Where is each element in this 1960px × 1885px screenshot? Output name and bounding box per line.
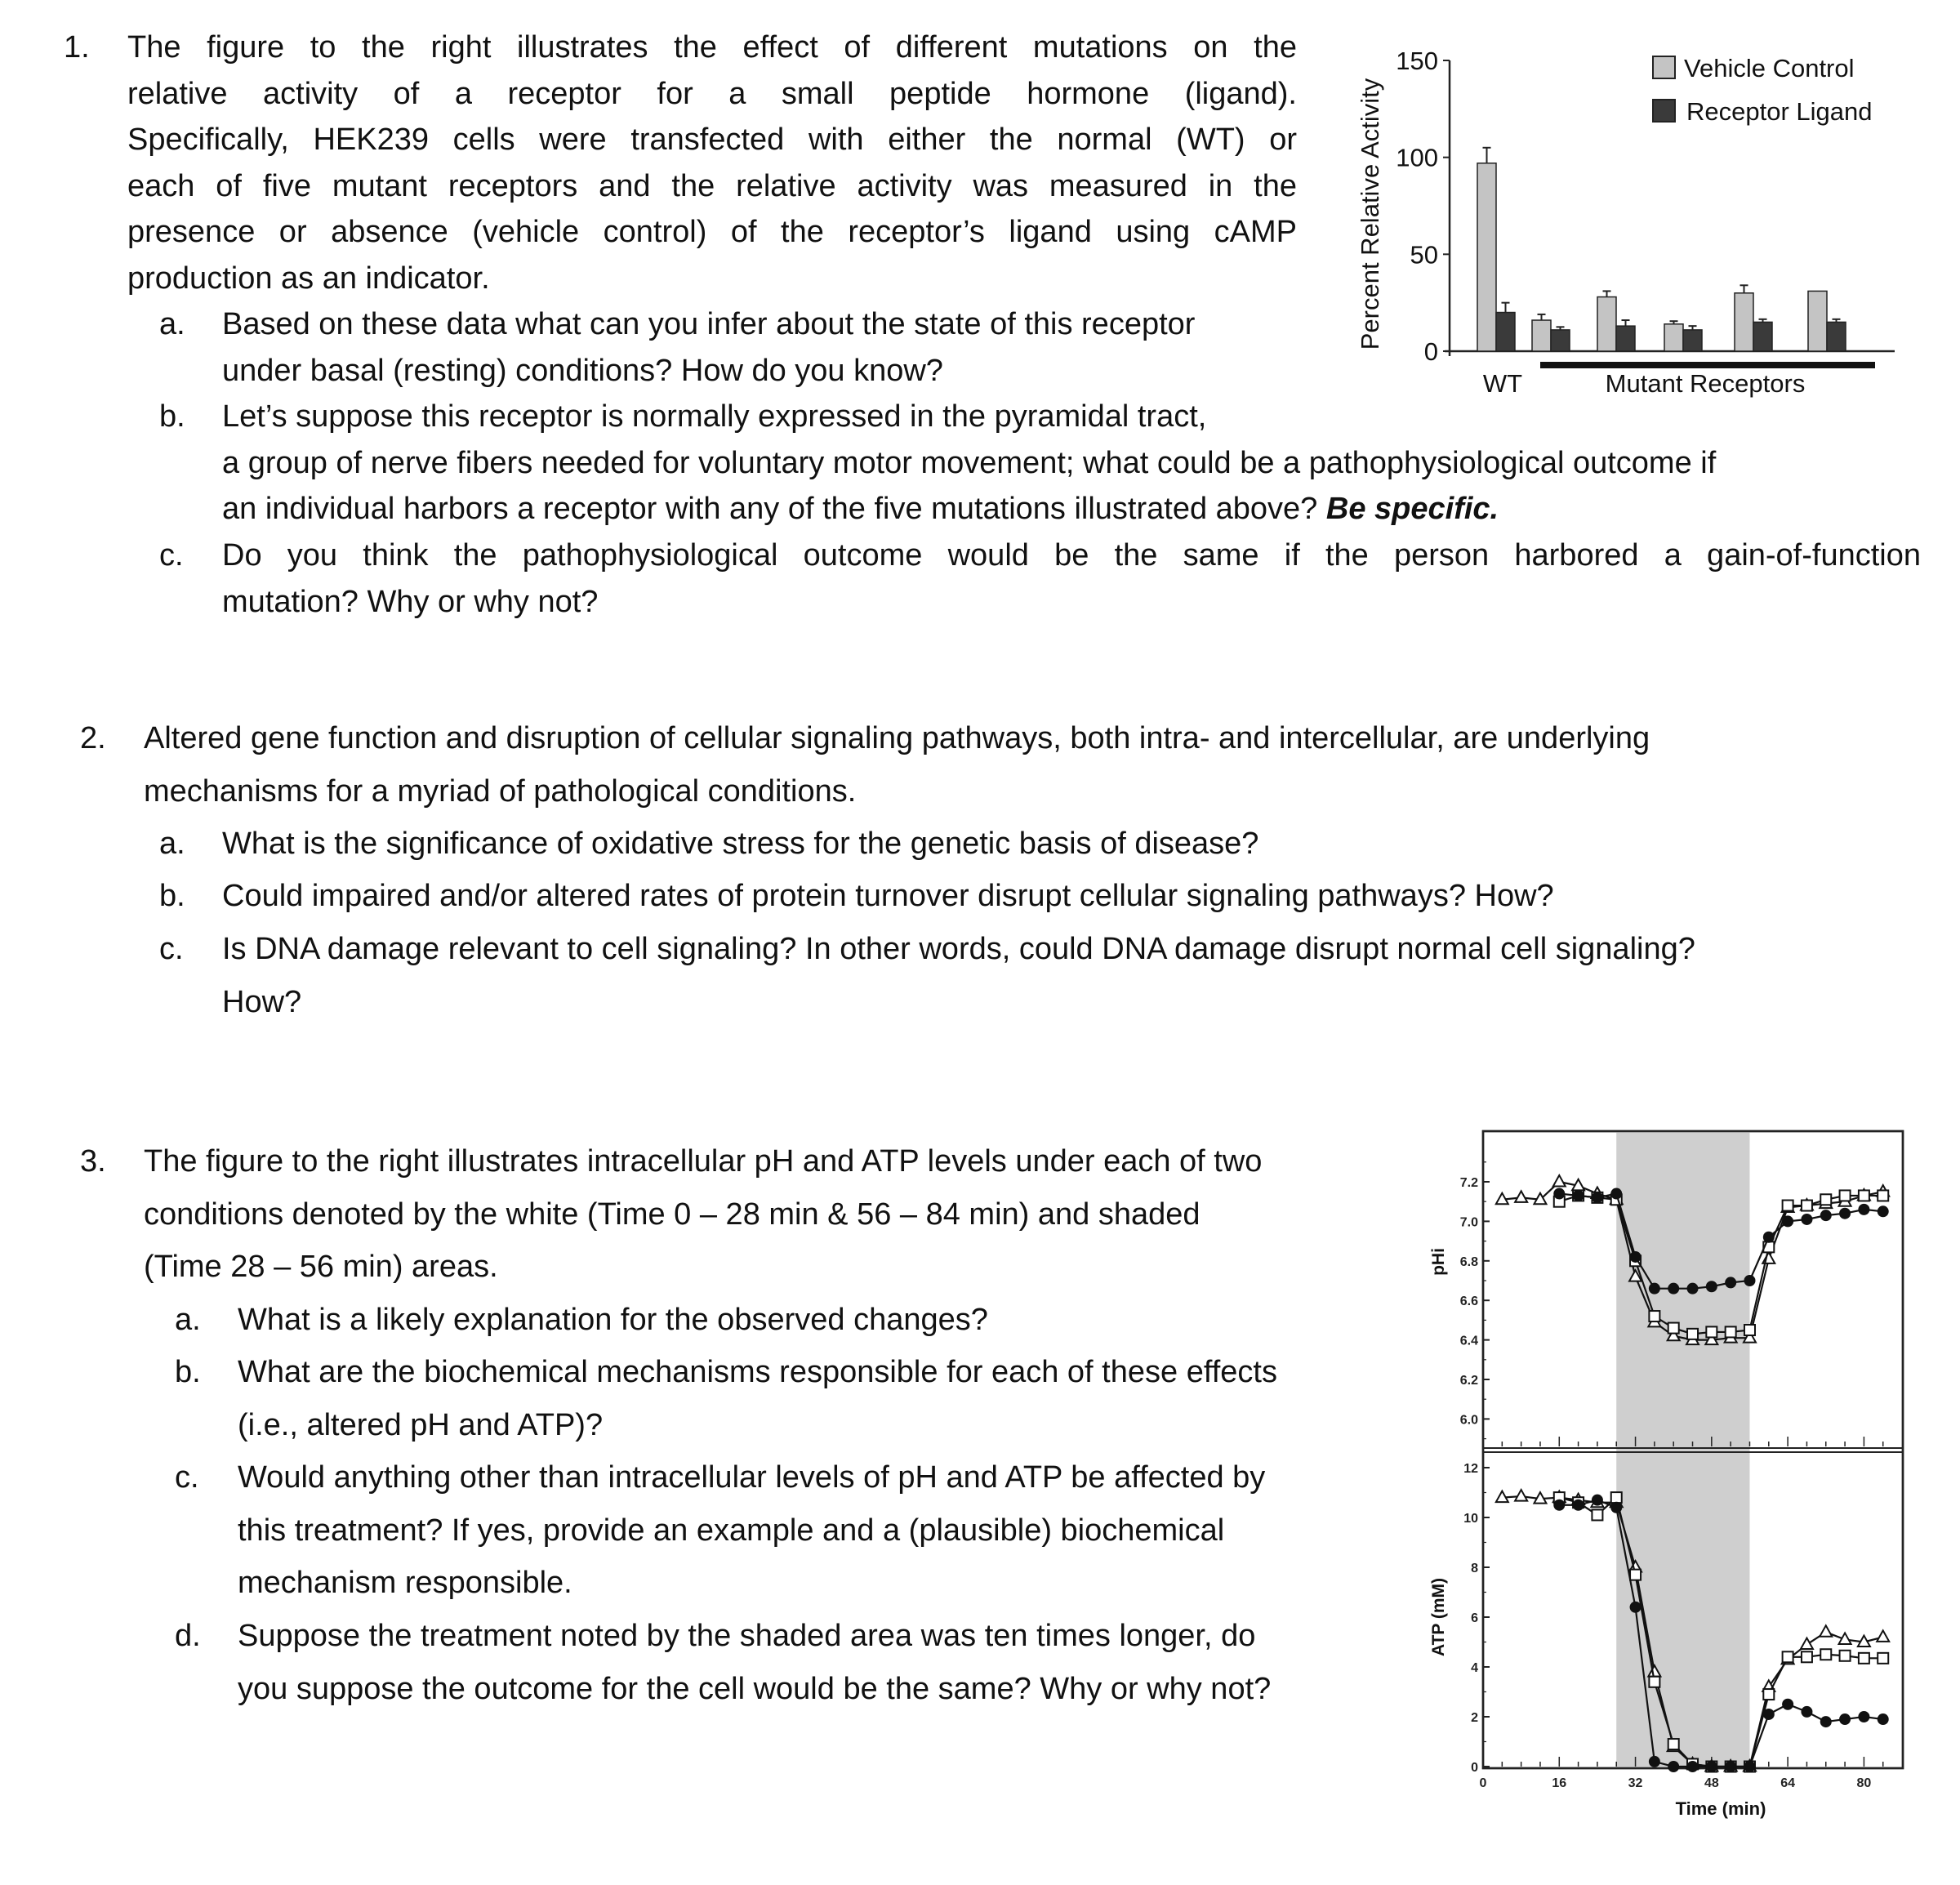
x-tick-label: 32 bbox=[1628, 1776, 1643, 1790]
y-tick-label: 8 bbox=[1471, 1562, 1478, 1575]
open-square-marker bbox=[1840, 1190, 1851, 1201]
filled-circle-marker bbox=[1573, 1500, 1584, 1511]
open-square-marker bbox=[1763, 1689, 1774, 1700]
open-square-marker bbox=[1726, 1326, 1736, 1337]
sub-letter: b. bbox=[159, 399, 185, 434]
x-tick-label: 16 bbox=[1552, 1776, 1567, 1790]
sub-text bbox=[222, 301, 1300, 394]
open-square-marker bbox=[1649, 1677, 1659, 1687]
y-axis-label: Percent Relative Activity bbox=[1356, 78, 1384, 350]
open-square-marker bbox=[1592, 1509, 1602, 1520]
filled-circle-marker bbox=[1630, 1602, 1642, 1613]
text-line: mutation? Why or why not? bbox=[222, 584, 599, 619]
filled-circle-marker bbox=[1687, 1761, 1699, 1772]
open-square-marker bbox=[1783, 1201, 1793, 1211]
bar bbox=[1597, 297, 1616, 351]
treatment-shaded-region bbox=[1616, 1132, 1749, 1767]
open-square-marker bbox=[1783, 1651, 1793, 1662]
question-text bbox=[144, 1135, 1418, 1294]
open-square-marker bbox=[1878, 1653, 1888, 1664]
filled-circle-marker bbox=[1610, 1502, 1622, 1513]
line-charts-svg bbox=[1421, 1119, 1944, 1846]
x-tick-label: 0 bbox=[1479, 1776, 1487, 1790]
y-tick-label: 6.8 bbox=[1459, 1254, 1478, 1269]
y-tick-label: 6.0 bbox=[1459, 1413, 1478, 1428]
bar bbox=[1496, 313, 1515, 351]
emphasis-text: Be specific. bbox=[1325, 492, 1499, 526]
filled-circle-marker bbox=[1878, 1205, 1889, 1217]
y-tick-label: 2 bbox=[1471, 1711, 1478, 1725]
bar bbox=[1551, 330, 1570, 351]
filled-circle-marker bbox=[1610, 1188, 1622, 1200]
y-tick-label: 0 bbox=[1423, 337, 1438, 366]
filled-circle-marker bbox=[1744, 1761, 1755, 1772]
text-line: Would anything other than intracellular levels of pH and ATP be affected by bbox=[238, 1460, 1266, 1495]
sub-text bbox=[238, 1346, 1430, 1451]
legend-swatch bbox=[1653, 56, 1675, 78]
text-line: The figure to the right illustrates intracellular pH and ATP levels under each of two bbox=[144, 1144, 1263, 1179]
mutant-group-label: Mutant Receptors bbox=[1605, 369, 1806, 398]
y-tick-label: 12 bbox=[1463, 1462, 1478, 1476]
bar-chart-svg bbox=[1339, 33, 1927, 408]
filled-circle-marker bbox=[1553, 1188, 1565, 1200]
y-axis-label: ATP (mM) bbox=[1429, 1577, 1448, 1657]
wt-group-label: WT bbox=[1482, 369, 1523, 398]
text-line: (Time 28 – 56 min) areas. bbox=[144, 1250, 498, 1284]
text-line: this treatment? If yes, provide an example and a (plausible) biochemical bbox=[238, 1513, 1225, 1548]
filled-circle-marker bbox=[1649, 1283, 1660, 1295]
open-square-marker bbox=[1649, 1311, 1659, 1321]
sub-letter: b. bbox=[175, 1355, 201, 1389]
bar bbox=[1532, 320, 1551, 351]
filled-circle-marker bbox=[1801, 1214, 1812, 1225]
text-segment: an individual harbors a receptor with any of the five mutations illustrated above? bbox=[222, 492, 1326, 526]
question-text bbox=[127, 25, 1297, 301]
text-line: conditions denoted by the white (Time 0 – 28 min & 56 – 84 min) and shaded bbox=[144, 1197, 1200, 1232]
filled-circle-marker bbox=[1782, 1215, 1793, 1227]
bar bbox=[1477, 163, 1496, 351]
filled-circle-marker bbox=[1706, 1761, 1717, 1772]
text-line: The figure to the right illustrates the effect of different mutations on the bbox=[127, 30, 1297, 65]
sub-text: What is the significance of oxidative stress for the genetic basis of disease? bbox=[222, 827, 1259, 861]
filled-circle-marker bbox=[1782, 1699, 1793, 1710]
filled-circle-marker bbox=[1668, 1761, 1679, 1772]
open-square-marker bbox=[1668, 1739, 1679, 1749]
sub-letter: c. bbox=[159, 932, 184, 966]
text-line: What are the biochemical mechanisms responsible for each of these effects bbox=[238, 1355, 1277, 1389]
sub-text bbox=[238, 1451, 1430, 1610]
sub-letter: c. bbox=[175, 1460, 199, 1495]
sub-letter: a. bbox=[159, 307, 185, 341]
text-line: under basal (resting) conditions? How do you know? bbox=[222, 353, 943, 388]
text-line: Specifically, HEK239 cells were transfected with either the normal (WT) or bbox=[127, 123, 1297, 157]
text-line: you suppose the outcome for the cell would be the same? Why or why not? bbox=[238, 1671, 1272, 1706]
filled-circle-marker bbox=[1858, 1711, 1869, 1722]
sub-letter: b. bbox=[159, 879, 185, 913]
filled-circle-marker bbox=[1725, 1277, 1736, 1288]
legend-label: Receptor Ligand bbox=[1686, 97, 1873, 126]
open-square-marker bbox=[1630, 1570, 1641, 1580]
open-square-marker bbox=[1820, 1649, 1831, 1660]
text-line bbox=[222, 486, 1921, 533]
filled-circle-marker bbox=[1725, 1761, 1736, 1772]
sub-letter: a. bbox=[175, 1303, 201, 1337]
y-tick-label: 7.0 bbox=[1459, 1215, 1478, 1230]
open-square-marker bbox=[1840, 1651, 1851, 1661]
text-line: Suppose the treatment noted by the shaded area was ten times longer, do bbox=[238, 1619, 1256, 1653]
open-square-marker bbox=[1859, 1190, 1869, 1201]
y-tick-label: 4 bbox=[1471, 1661, 1478, 1675]
open-square-marker bbox=[1878, 1190, 1888, 1201]
ph-atp-time-course-figure bbox=[1421, 1119, 1944, 1846]
filled-circle-marker bbox=[1839, 1713, 1851, 1725]
text-line: a group of nerve fibers needed for voluntary motor movement; what could be a pathophysiological outcome if bbox=[222, 445, 1717, 480]
open-square-marker bbox=[1744, 1325, 1755, 1335]
bar bbox=[1683, 330, 1702, 351]
filled-circle-marker bbox=[1820, 1716, 1832, 1727]
text-line: mechanisms for a myriad of pathological conditions. bbox=[144, 773, 857, 809]
filled-circle-marker bbox=[1839, 1208, 1851, 1219]
filled-circle-marker bbox=[1573, 1190, 1584, 1201]
filled-circle-marker bbox=[1706, 1281, 1717, 1292]
open-square-marker bbox=[1802, 1201, 1812, 1211]
receptor-activity-bar-chart bbox=[1339, 33, 1927, 408]
sub-text bbox=[222, 394, 1921, 533]
filled-circle-marker bbox=[1630, 1251, 1642, 1263]
text-line: production as an indicator. bbox=[127, 261, 490, 296]
y-tick-label: 6 bbox=[1471, 1611, 1478, 1625]
sub-text bbox=[238, 1610, 1430, 1715]
question-text bbox=[144, 712, 1867, 818]
filled-circle-marker bbox=[1668, 1283, 1679, 1295]
y-tick-label: 6.6 bbox=[1459, 1295, 1478, 1309]
y-tick-label: 0 bbox=[1471, 1761, 1478, 1775]
y-tick-label: 50 bbox=[1410, 240, 1438, 270]
question-number: 3. bbox=[80, 1144, 106, 1179]
text-line: How? bbox=[222, 984, 302, 1019]
sub-letter: d. bbox=[175, 1619, 201, 1653]
sub-text bbox=[222, 923, 1880, 1028]
y-tick-label: 6.4 bbox=[1459, 1334, 1478, 1348]
filled-circle-marker bbox=[1763, 1709, 1775, 1720]
legend-swatch bbox=[1653, 100, 1675, 122]
filled-circle-marker bbox=[1763, 1232, 1775, 1243]
sub-letter: c. bbox=[159, 538, 184, 573]
y-tick-label: 100 bbox=[1396, 143, 1438, 172]
bar bbox=[1664, 324, 1683, 351]
filled-circle-marker bbox=[1744, 1275, 1755, 1286]
bar bbox=[1735, 293, 1753, 351]
text-line: Do you think the pathophysiological outcome would be the same if the person harbored a gain-of-function bbox=[222, 538, 1921, 573]
text-line: Based on these data what can you infer about the state of this receptor bbox=[222, 307, 1196, 341]
filled-circle-marker bbox=[1858, 1204, 1869, 1215]
open-square-marker bbox=[1611, 1492, 1622, 1503]
bar bbox=[1827, 322, 1846, 351]
text-line: mechanism responsible. bbox=[238, 1566, 572, 1600]
filled-circle-marker bbox=[1878, 1713, 1889, 1725]
text-line: (i.e., altered pH and ATP)? bbox=[238, 1407, 604, 1442]
bar bbox=[1616, 326, 1635, 351]
open-square-marker bbox=[1706, 1326, 1717, 1337]
question-number: 1. bbox=[64, 30, 90, 65]
filled-circle-marker bbox=[1820, 1210, 1832, 1221]
text-line: Altered gene function and disruption of cellular signaling pathways, both intra- and intercellular, are underlying bbox=[144, 721, 1650, 755]
text-line: presence or absence (vehicle control) of the receptor’s ligand using cAMP bbox=[127, 215, 1297, 249]
legend-label: Vehicle Control bbox=[1684, 54, 1855, 82]
filled-circle-marker bbox=[1649, 1756, 1660, 1767]
y-axis-label: pHi bbox=[1429, 1248, 1448, 1276]
sub-text bbox=[238, 1294, 1430, 1347]
y-tick-label: 6.2 bbox=[1459, 1374, 1478, 1388]
bar bbox=[1753, 322, 1772, 351]
sub-text bbox=[222, 533, 1921, 625]
y-tick-label: 10 bbox=[1463, 1512, 1478, 1526]
filled-circle-marker bbox=[1592, 1495, 1603, 1506]
x-tick-label: 64 bbox=[1780, 1776, 1796, 1790]
sub-letter: a. bbox=[159, 827, 185, 861]
mutant-group-bar bbox=[1540, 362, 1875, 368]
filled-circle-marker bbox=[1687, 1283, 1699, 1295]
x-tick-label: 80 bbox=[1856, 1776, 1872, 1790]
sub-text: Could impaired and/or altered rates of protein turnover disrupt cellular signaling pathways? How? bbox=[222, 879, 1554, 913]
open-square-marker bbox=[1668, 1323, 1679, 1334]
text-line: Let’s suppose this receptor is normally expressed in the pyramidal tract, bbox=[222, 399, 1207, 434]
filled-circle-marker bbox=[1553, 1500, 1565, 1511]
x-tick-label: 48 bbox=[1704, 1776, 1719, 1790]
text-line: each of five mutant receptors and the relative activity was measured in the bbox=[127, 168, 1297, 203]
y-tick-label: 150 bbox=[1396, 47, 1438, 75]
x-axis-label: Time (min) bbox=[1675, 1798, 1766, 1819]
bar bbox=[1808, 291, 1827, 351]
y-tick-label: 7.2 bbox=[1459, 1176, 1478, 1190]
text-line: What is a likely explanation for the observed changes? bbox=[238, 1303, 988, 1337]
open-square-marker bbox=[1859, 1653, 1869, 1664]
open-square-marker bbox=[1687, 1329, 1698, 1339]
open-square-marker bbox=[1802, 1651, 1812, 1662]
text-line: Is DNA damage relevant to cell signaling? In other words, could DNA damage disrupt normal cell signaling? bbox=[222, 932, 1695, 966]
filled-circle-marker bbox=[1801, 1706, 1812, 1718]
text-line: relative activity of a receptor for a small peptide hormone (ligand). bbox=[127, 76, 1297, 111]
question-number: 2. bbox=[80, 721, 106, 755]
filled-circle-marker bbox=[1592, 1192, 1603, 1203]
open-square-marker bbox=[1820, 1194, 1831, 1205]
